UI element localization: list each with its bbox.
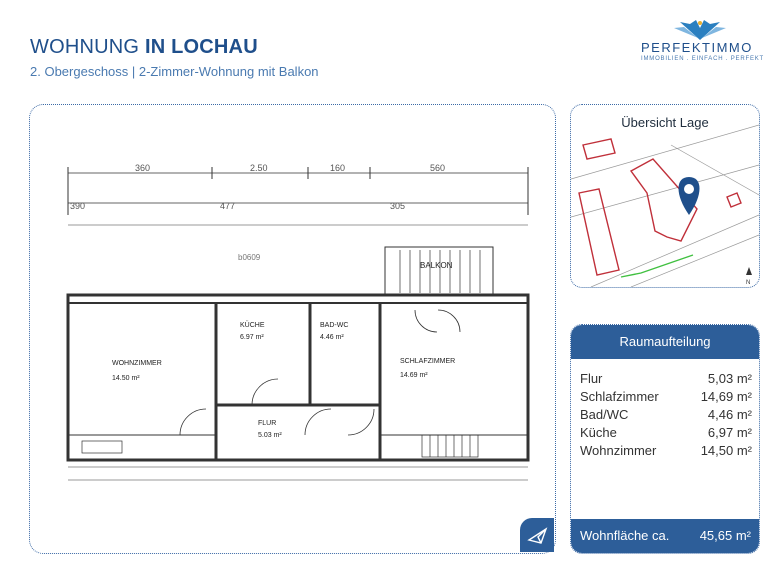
- svg-text:N: N: [746, 280, 751, 286]
- room-breakdown-title: Raumaufteilung: [571, 325, 759, 359]
- dim-label: 390: [70, 201, 86, 211]
- brand-tagline: IMMOBILIEN . EINFACH . PERFEKT: [641, 56, 765, 62]
- dim-label: 2.50: [250, 163, 268, 173]
- floor-plan-panel: [29, 104, 556, 554]
- room-row: [580, 443, 752, 458]
- room-label-balcony: BALKON: [420, 261, 453, 270]
- dim-label: 305: [390, 201, 406, 211]
- dim-label: 160: [330, 163, 346, 173]
- page-title: [30, 36, 258, 59]
- room-area-bath: 4.46 m²: [320, 334, 344, 341]
- title-bold: IN LOCHAU: [144, 36, 258, 58]
- room-area-hall: 5.03 m²: [258, 432, 282, 439]
- room-area-kitchen: 6.97 m²: [240, 334, 264, 341]
- room-name: Wohnzimmer: [580, 443, 657, 458]
- room-area-bedroom: 14.69 m²: [400, 372, 428, 379]
- room-label-bedroom: SCHLAFZIMMER: [400, 358, 456, 365]
- dim-label: 360: [135, 163, 151, 173]
- room-name: Bad/WC: [580, 407, 629, 422]
- total-area-label: Wohnfläche ca.: [580, 528, 670, 543]
- room-row: [580, 425, 752, 440]
- page-subtitle: 2. Obergeschoss | 2-Zimmer-Wohnung mit Balkon: [30, 64, 319, 79]
- dim-label: 477: [220, 201, 236, 211]
- map-title: Übersicht Lage: [621, 115, 709, 130]
- room-value: 14,69 m²: [700, 389, 752, 404]
- room-row: [580, 407, 752, 422]
- room-row: [580, 371, 752, 386]
- room-area-living: 14.50 m²: [112, 375, 140, 382]
- room-row: [580, 389, 752, 404]
- room-value: 5,03 m²: [707, 371, 752, 386]
- room-label-hall: FLUR: [258, 420, 277, 427]
- room-name: Flur: [580, 371, 603, 386]
- location-map-panel[interactable]: [570, 104, 760, 288]
- room-name: Schlafzimmer: [580, 389, 659, 404]
- total-area-bar: [571, 519, 759, 553]
- location-map: [571, 105, 759, 287]
- room-label-kitchen: KÜCHE: [240, 322, 265, 329]
- room-value: 4,46 m²: [707, 407, 752, 422]
- room-value: 14,50 m²: [700, 443, 752, 458]
- total-area-value: 45,65 m²: [699, 528, 751, 543]
- room-name: Küche: [580, 425, 617, 440]
- room-label-bath: BAD-WC: [320, 322, 349, 329]
- floor-plan-drawing: [30, 105, 555, 553]
- room-breakdown-panel: [570, 324, 760, 554]
- brand-name: PERFEKTIMMO: [641, 40, 753, 55]
- north-arrow-icon: [746, 267, 752, 286]
- room-label-living: WOHNZIMMER: [112, 360, 162, 367]
- title-light: WOHNUNG: [30, 36, 140, 58]
- dim-label: 560: [430, 163, 446, 173]
- room-value: 6,97 m²: [707, 425, 752, 440]
- navigate-button[interactable]: [520, 518, 554, 552]
- paper-plane-icon: [520, 518, 554, 552]
- plan-code: b0609: [238, 253, 261, 262]
